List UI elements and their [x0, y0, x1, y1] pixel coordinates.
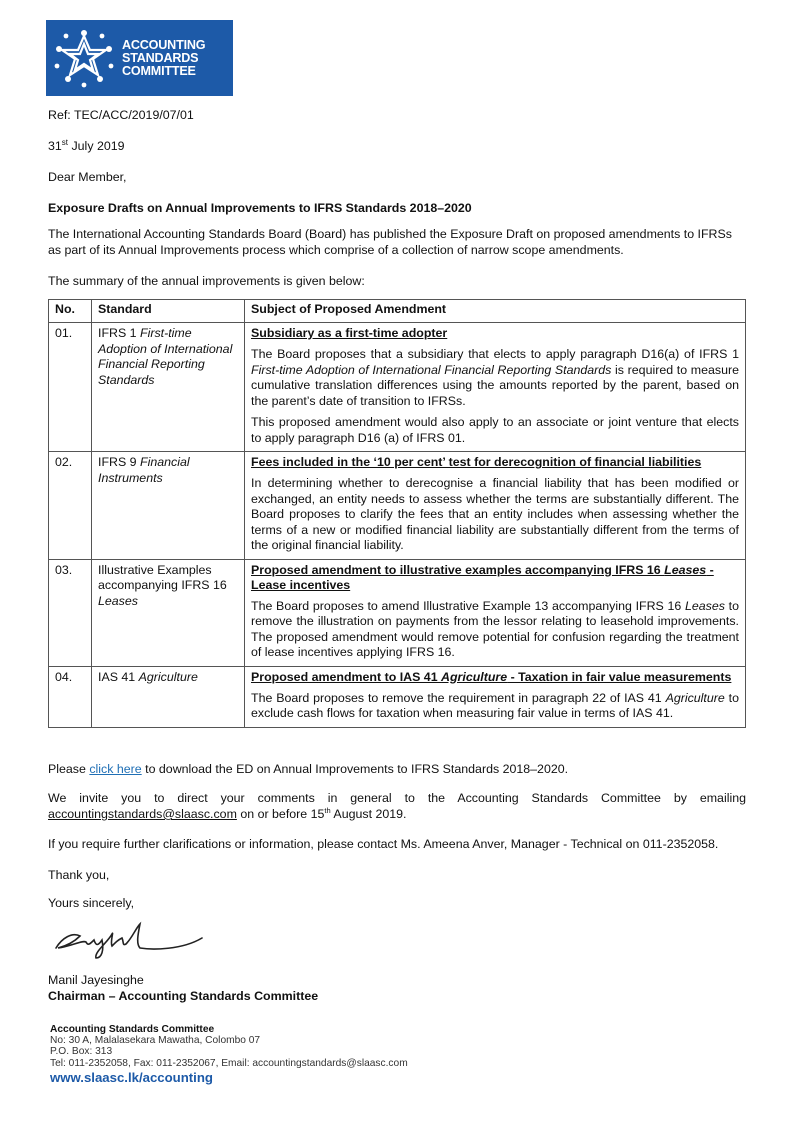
text-italic: Agriculture	[665, 690, 725, 705]
text: August 2019.	[330, 807, 407, 821]
subject-heading: Subsidiary as a first-time adopter	[251, 326, 448, 340]
logo-line-1: ACCOUNTING	[122, 37, 206, 52]
header-standard: Standard	[92, 300, 245, 323]
standard-code: IFRS 1	[98, 326, 140, 340]
logo-text	[122, 39, 205, 78]
subject-paragraph	[251, 691, 739, 722]
subject-heading	[251, 670, 739, 685]
date-suffix: th	[324, 805, 331, 815]
subject-paragraph	[251, 599, 739, 661]
logo-line-3: COMMITTEE	[122, 63, 196, 78]
text: on or before 15	[236, 807, 325, 821]
intro-paragraph: The International Accounting Standards Board (Board) has published the Exposure Draft on proposed amendments to IFRSs as part of its Annual Improvements process which comprise of a collection of narrow scope amendments.	[48, 227, 732, 257]
standard-code: Illustrative Examples accompanying IFRS 16	[98, 562, 227, 592]
standard-name: Financial Instruments	[98, 455, 190, 485]
text: The Board proposes that a subsidiary that elects to apply paragraph D16(a) of IFRS 1	[251, 347, 739, 361]
text: to exclude cash flows for taxation when measuring fair value in terms of IAS 41.	[251, 690, 739, 720]
standard-name: Leases	[98, 593, 138, 608]
logo-line-2: STANDARDS	[122, 50, 199, 65]
signature-image	[52, 916, 212, 966]
letter-date	[48, 139, 125, 153]
text: The Board proposes to remove the requirement in paragraph 22 of IAS 41	[251, 690, 666, 705]
text: is required to measure cumulative translation differences using the amounts reported by the parent, based on the parent’s date of transition to IFRSs.	[251, 362, 739, 408]
text-italic: Agriculture	[441, 669, 508, 684]
sign-off: Yours sincerely,	[48, 896, 135, 910]
amendments-table	[48, 299, 746, 728]
date-day: 31	[48, 139, 62, 153]
text: Proposed amendment to IAS 41	[251, 669, 442, 684]
signer-name: Manil Jayesinghe	[48, 973, 144, 987]
signer-title: Chairman – Accounting Standards Committee	[48, 989, 319, 1003]
header-subject: Subject of Proposed Amendment	[245, 300, 746, 323]
standard-code: IAS 41	[98, 669, 139, 684]
greeting: Dear Member,	[48, 170, 127, 184]
row-number: 02.	[49, 452, 92, 560]
text: to download the ED on Annual Improvements to IFRS Standards 2018–2020.	[141, 762, 569, 776]
subject-paragraph: This proposed amendment would also apply to an associate or joint venture that elects to apply paragraph D16 (a) of IFRS 01.	[251, 415, 739, 445]
row-subject	[245, 559, 746, 666]
reference-number: Ref: TEC/ACC/2019/07/01	[48, 108, 194, 122]
row-subject	[245, 666, 746, 727]
standard-name: Agriculture	[138, 669, 198, 684]
row-subject	[245, 323, 746, 452]
row-number: 03.	[49, 559, 92, 666]
text: - Taxation in fair value measurements	[507, 669, 732, 684]
text: We invite you to direct your comments in general to the Accounting Standards Committee by emailing	[48, 791, 746, 805]
download-paragraph	[48, 762, 568, 776]
footer-website[interactable]: www.slaasc.lk/accounting	[50, 1069, 213, 1085]
footer-org: Accounting Standards Committee	[50, 1024, 215, 1035]
letter-title: Exposure Drafts on Annual Improvements to IFRS Standards 2018–2020	[48, 201, 472, 215]
download-link[interactable]: click here	[89, 762, 142, 776]
row-number: 01.	[49, 323, 92, 452]
standard-code: IFRS 9	[98, 455, 140, 469]
footer-address: No: 30 A, Malalasekara Mawatha, Colombo 07	[50, 1035, 261, 1047]
asc-emblem-icon	[54, 28, 114, 88]
text: The Board proposes to amend Illustrative Example 13 accompanying IFRS 16	[251, 598, 685, 613]
row-standard	[92, 323, 245, 452]
date-month-year: July 2019	[68, 139, 125, 153]
email-link[interactable]: accountingstandards@slaasc.com	[48, 807, 237, 821]
date-suffix: st	[61, 137, 69, 147]
asc-logo	[46, 20, 233, 96]
invite-paragraph	[48, 790, 746, 822]
header-no: No.	[49, 300, 92, 323]
row-standard	[92, 559, 245, 666]
footer-contact: Tel: 011-2352058, Fax: 011-2352067, Email: accountingstandards@slaasc.com	[50, 1057, 408, 1069]
row-standard	[92, 666, 245, 727]
standard-name: First-time Adoption of International Financial Reporting Standards	[98, 326, 233, 387]
subject-heading: Fees included in the ‘10 per cent’ test for derecognition of financial liabilities	[251, 455, 702, 469]
text: Proposed amendment to illustrative examples accompanying IFRS 16	[251, 562, 665, 577]
text: to remove the illustration on payments from the lessor relating to leasehold improvements. The proposed amendment would remove potential for confusion regarding the treatment of lease incentives applying IFRS 16.	[251, 598, 739, 659]
table-header-row	[49, 300, 746, 323]
row-standard	[92, 452, 245, 560]
row-subject	[245, 452, 746, 560]
contact-paragraph: If you require further clarifications or information, please contact Ms. Ameena Anver, Manager - Technical on 011-2352058.	[48, 837, 719, 851]
subject-heading	[251, 563, 739, 593]
table-row	[49, 452, 746, 560]
text-italic: Leases	[664, 562, 707, 577]
table-row	[49, 323, 746, 452]
thanks: Thank you,	[48, 868, 110, 882]
summary-intro: The summary of the annual improvements is given below:	[48, 274, 365, 288]
table-row	[49, 666, 746, 727]
letterhead-footer	[50, 1024, 408, 1083]
subject-paragraph: In determining whether to derecognise a financial liability that has been modified or exchanged, an entity needs to assess whether the terms are substantially different. The Board proposes to clarify the fees that an entity includes when assessing whether the terms of a new or modified financial liability are substantially different from the terms of the original financial liability.	[251, 476, 739, 552]
text-italic: Leases	[684, 598, 725, 613]
footer-po-box: P.O. Box: 313	[50, 1046, 113, 1058]
text: - Lease incentives	[251, 562, 714, 592]
table-row	[49, 559, 746, 666]
row-number: 04.	[49, 666, 92, 727]
subject-paragraph	[251, 347, 739, 409]
text-italic: First-time Adoption of International Financial Reporting Standards	[251, 362, 612, 377]
text: Please	[48, 762, 90, 776]
